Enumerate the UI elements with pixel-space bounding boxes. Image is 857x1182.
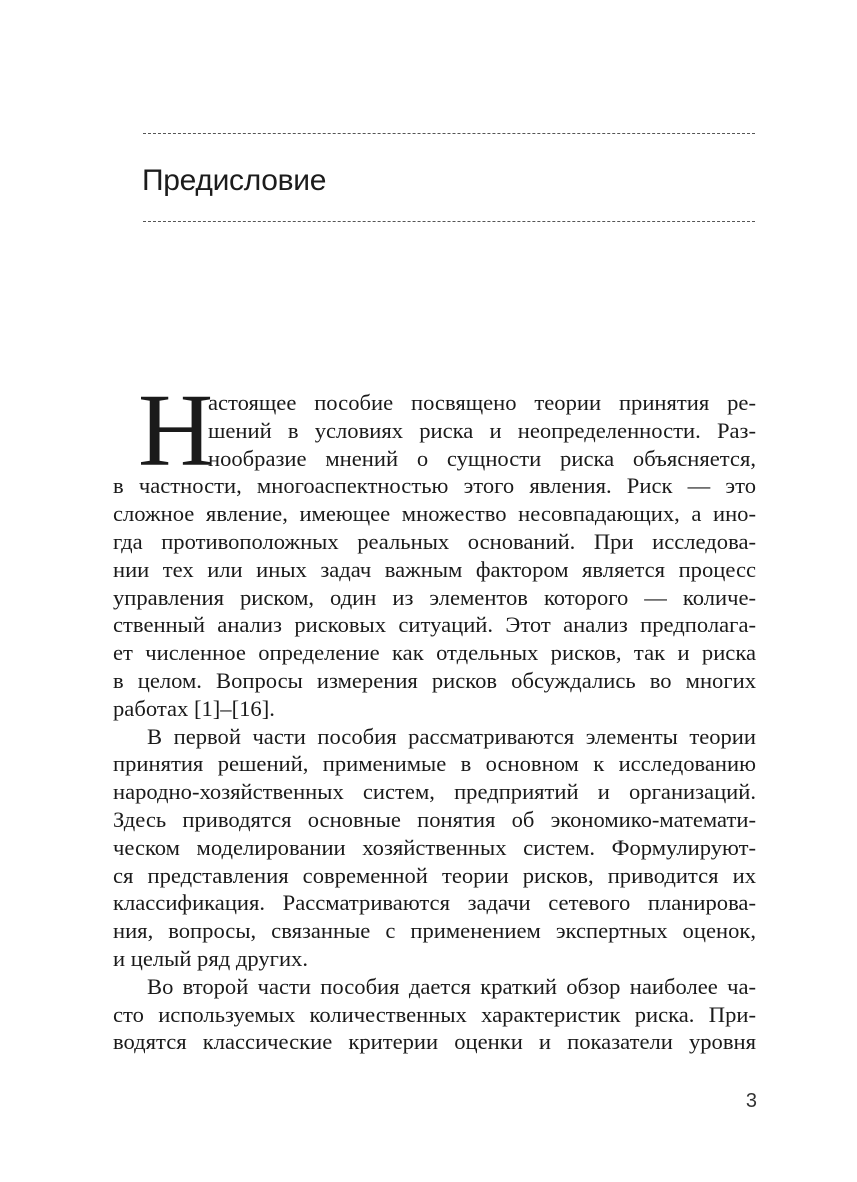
section-heading: Предисловие <box>142 164 327 197</box>
paragraph-1-line: астоящее пособие посвящено теории принятия ре- <box>208 390 756 415</box>
paragraph-3 <box>113 973 756 1056</box>
paragraph-1-line: управления риском, один из элементов которого — количе- <box>113 584 756 610</box>
paragraph-2-line: Здесь приводятся основные понятия об экономико-математи- <box>113 806 756 832</box>
drop-cap: Н <box>138 373 214 488</box>
paragraph-1-line: нообразие мнений о сущности риска объясняется, <box>208 445 756 471</box>
paragraph-2-line: ческом моделировании хозяйственных систем. Формулируют- <box>113 834 756 860</box>
body-text <box>113 373 756 1056</box>
heading-bottom-rule <box>143 221 755 222</box>
paragraph-1 <box>113 373 756 723</box>
paragraph-1-line: гда противоположных реальных оснований. При исследова- <box>113 528 756 554</box>
paragraph-2-line: В первой части пособия рассматриваются элементы теории <box>147 723 756 749</box>
paragraph-1-line: в частности, многоаспектностью этого явления. Риск — это <box>113 473 756 499</box>
paragraph-1-line: нии тех или иных задач важным фактором является процесс <box>113 556 756 582</box>
paragraph-1-line: сложное явление, имеющее множество несовпадающих, а ино- <box>113 501 756 527</box>
paragraph-1-line: ет численное определение как отдельных рисков, так и риска <box>113 640 756 666</box>
paragraph-1-line: шений в условиях риска и неопределенности. Раз- <box>208 417 756 443</box>
paragraph-2-line: народно-хозяйственных систем, предприятий и организаций. <box>113 779 756 805</box>
heading-top-rule <box>143 133 755 134</box>
paragraph-1-line: работах [1]–[16]. <box>113 695 275 721</box>
paragraph-1-line: в целом. Вопросы измерения рисков обсуждались во многих <box>113 667 756 693</box>
paragraph-2-line: ся представления современной теории рисков, приводится их <box>113 862 756 888</box>
paragraph-2-line: классификация. Рассматриваются задачи сетевого планирова- <box>113 890 756 916</box>
paragraph-2 <box>113 723 756 973</box>
paragraph-2-line: принятия решений, применимые в основном к исследованию <box>113 751 756 777</box>
paragraph-2-line: ния, вопросы, связанные с применением экспертных оценок, <box>113 918 756 944</box>
page-number: 3 <box>745 1090 757 1112</box>
paragraph-3-line: Во второй части пособия дается краткий обзор наиболее ча- <box>147 973 756 999</box>
paragraph-1-line: ственный анализ рисковых ситуаций. Этот анализ предполага- <box>113 612 756 638</box>
paragraph-3-line: сто используемых количественных характеристик риска. При- <box>113 1001 756 1027</box>
paragraph-2-line: и целый ряд других. <box>113 945 308 971</box>
paragraph-3-line: водятся классические критерии оценки и показатели уровня <box>113 1029 756 1055</box>
